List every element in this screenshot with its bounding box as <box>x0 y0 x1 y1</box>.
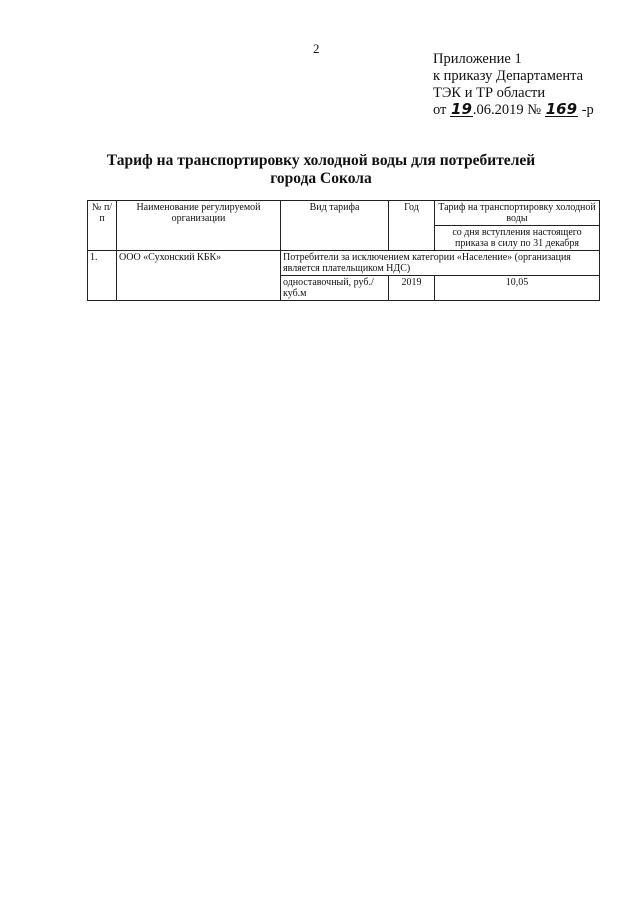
page-number: 2 <box>313 41 320 56</box>
header-organization: Наименование регулируемой организации <box>117 201 281 251</box>
header-year: Год <box>389 201 435 251</box>
header-tariff-period: со дня вступления настоящего приказа в силу по 31 декабря <box>435 226 600 251</box>
row-tariff-value: 10,05 <box>435 276 600 301</box>
order-number-handwritten: 169 <box>545 100 578 118</box>
row-organization: ООО «Сухонский КБК» <box>117 251 281 301</box>
title-line-2: города Сокола <box>270 170 372 187</box>
row-consumer-category: Потребители за исключением категории «Население» (организация является плательщиком НДС) <box>281 251 600 276</box>
row-tariff-type: одноставочный, руб./куб.м <box>281 276 389 301</box>
header-num: № п/п <box>88 201 117 251</box>
header-tariff-type: Вид тарифа <box>281 201 389 251</box>
date-rest: .06.2019 № <box>472 102 542 118</box>
document-title <box>90 152 552 188</box>
appendix-line-2: к приказу Департамента <box>433 68 584 84</box>
order-suffix: -р <box>581 102 594 118</box>
table-row <box>88 251 600 276</box>
table-header-row <box>88 201 600 226</box>
date-prefix: от <box>433 102 447 118</box>
appendix-line-1: Приложение 1 <box>433 51 522 67</box>
row-year: 2019 <box>389 276 435 301</box>
row-num: 1. <box>88 251 117 301</box>
title-line-1: Тариф на транспортировку холодной воды для потребителей <box>106 152 536 169</box>
header-tariff: Тариф на транспортировку холодной воды <box>435 201 600 226</box>
appendix-line-3: ТЭК и ТР области <box>433 85 546 101</box>
appendix-date-line <box>433 102 594 119</box>
tariff-table <box>87 200 600 301</box>
date-day-handwritten: 19 <box>451 100 472 118</box>
appendix-block <box>433 51 594 119</box>
